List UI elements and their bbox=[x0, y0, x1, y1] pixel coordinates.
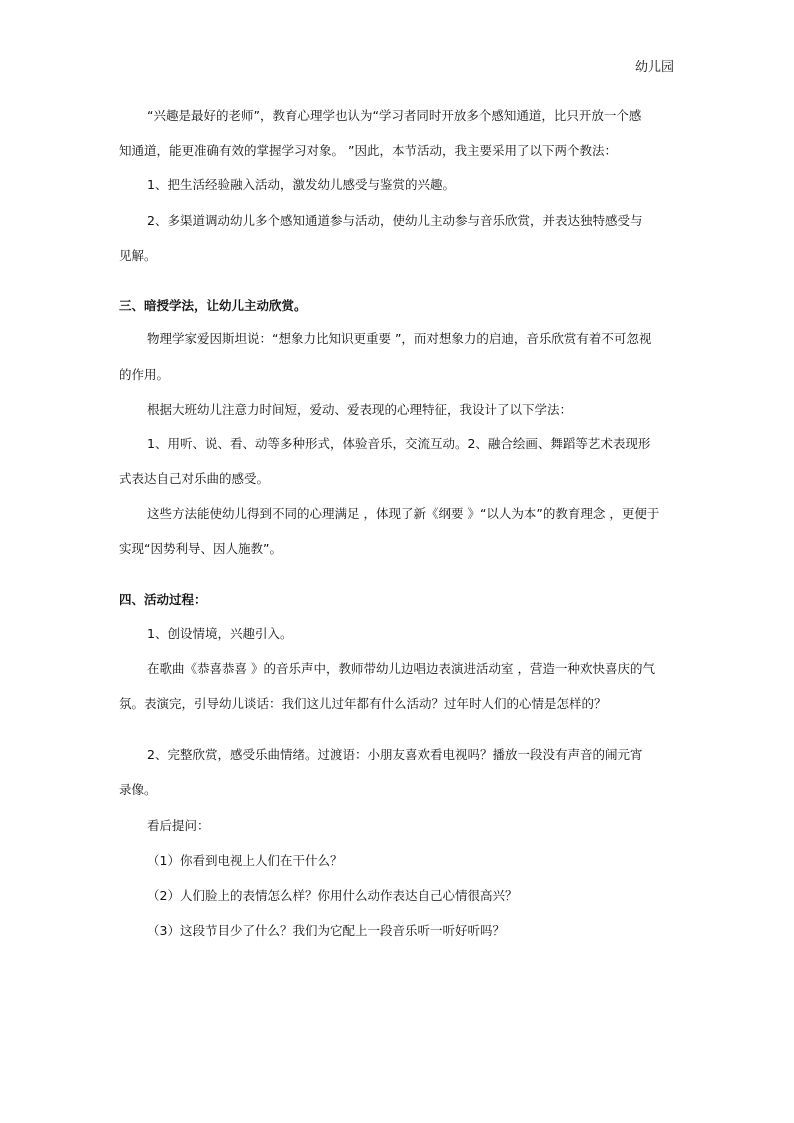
section-heading-3: 三、暗授学法，让幼儿主动欣赏。 bbox=[119, 298, 307, 313]
learning-methods-line-1: 1、用听、说、看、动等多种形式，体验音乐，交流互动。2、融合绘画、舞蹈等艺术表现形 bbox=[147, 436, 651, 451]
question-3: （3）这段节目少了什么？我们为它配上一段音乐听一听好听吗？ bbox=[147, 923, 505, 938]
paragraph-learning-methods: 根据大班幼儿注意力时间短，爱动、爱表现的心理特征，我设计了以下学法： bbox=[147, 402, 573, 417]
paragraph-song-line-1: 在歌曲《恭喜恭喜 》的音乐声中，教师带幼儿边唱边表演进活动室 ，营造一种欢快喜庆的气 bbox=[147, 661, 655, 676]
teaching-method-1: 1、把生活经验融入活动，激发幼儿感受与鉴赏的兴趣。 bbox=[147, 177, 455, 192]
learning-methods-line-2: 式表达自己对乐曲的感受。 bbox=[119, 471, 270, 486]
page-header: 幼儿园 bbox=[634, 60, 674, 75]
teaching-method-2-line-1: 2、多渠道调动幼儿多个感知通道参与活动，使幼儿主动参与音乐欣赏，并表达独特感受与 bbox=[147, 213, 643, 228]
teaching-method-2-line-2: 见解。 bbox=[119, 248, 157, 263]
paragraph-song-line-2: 氛。表演完，引导幼儿谈话：我们这儿过年都有什么活动？过年时人们的心情是怎样的？ bbox=[119, 696, 607, 711]
paragraph-1-line-1: “兴趣是最好的老师”，教育心理学也认为“学习者同时开放多个感知通道，比只开放一个感 bbox=[147, 108, 642, 123]
activity-step-2-line-1: 2、完整欣赏，感受乐曲情绪。过渡语：小朋友喜欢看电视吗？播放一段没有声音的闹元宵 bbox=[147, 747, 643, 762]
question-2: （2）人们脸上的表情怎么样？你用什么动作表达自己心情很高兴？ bbox=[147, 888, 518, 903]
document-body bbox=[119, 106, 675, 941]
activity-step-2-line-2: 录像。 bbox=[119, 782, 157, 797]
paragraph-guideline-line-1: 这些方法能使幼儿得到不同的心理满足 ，体现了新《纲要 》“以人为本”的教育理念 ，更便于 bbox=[147, 506, 660, 521]
paragraph-einstein-line-1: 物理学家爱因斯坦说：“想象力比知识更重要 ”，而对想象力的启迪，音乐欣赏有着不可忽视 bbox=[147, 331, 652, 346]
paragraph-1-line-2: 知通道，能更准确有效的掌握学习对象。 ”因此，本节活动，我主要采用了以下两个教法： bbox=[119, 143, 617, 158]
section-heading-4: 四、活动过程： bbox=[119, 592, 207, 607]
question-1: （1）你看到电视上人们在干什么？ bbox=[147, 853, 343, 868]
paragraph-einstein-line-2: 的作用。 bbox=[119, 367, 170, 382]
activity-step-1: 1、创设情境，兴趣引入。 bbox=[147, 626, 293, 641]
questions-intro: 看后提问： bbox=[147, 818, 210, 833]
paragraph-guideline-line-2: 实现“因势利导、因人施教”。 bbox=[119, 541, 282, 556]
